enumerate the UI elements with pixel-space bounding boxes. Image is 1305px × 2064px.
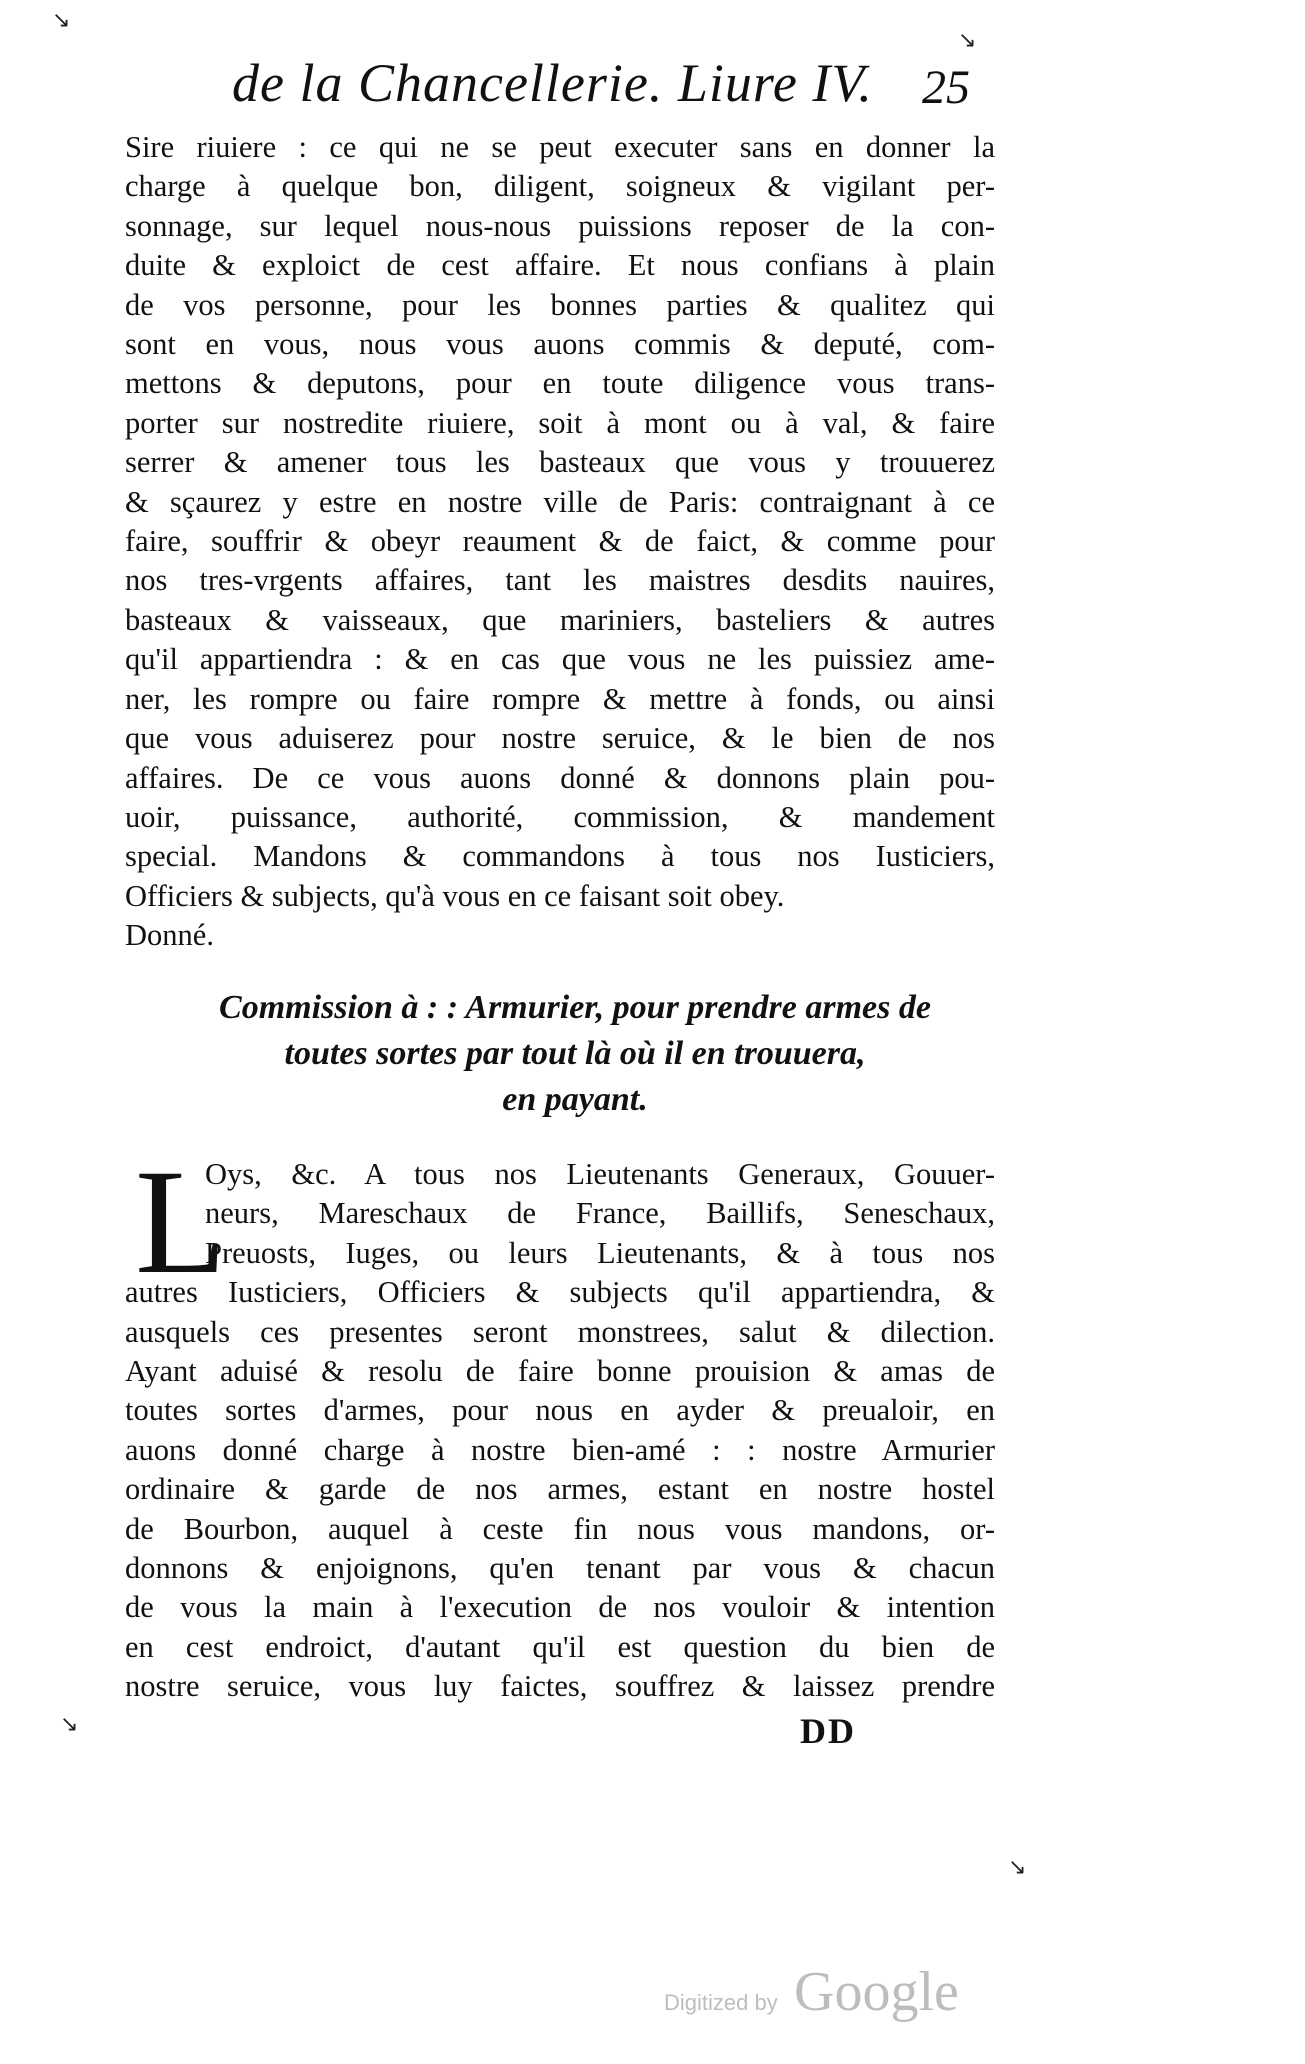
digitized-by-text: Digitized by	[664, 1990, 778, 2015]
text-line: basteaux & vaisseaux, que mariniers, basteliers & autres	[125, 602, 995, 637]
text-line: porter sur nostredite riuiere, soit à mont ou à val, & faire	[125, 405, 995, 440]
dropcap-letter: L	[135, 1139, 227, 1305]
text-line: Donné.	[125, 918, 214, 953]
text-line: ausquels ces presentes seront monstrees, salut & dilection.	[125, 1314, 995, 1349]
text-line: sont en vous, nous vous auons commis & deputé, com-	[125, 327, 995, 362]
text-line: affaires. De ce vous auons donné & donnons plain pou-	[125, 760, 995, 795]
text-line: Oys, &c. A tous nos Lieutenants Generaux, Gouuer-	[205, 1157, 995, 1191]
text-line: donnons & enjoignons, qu'en tenant par vous & chacun	[125, 1551, 995, 1586]
text-line: neurs, Mareschaux de France, Baillifs, Seneschaux,	[205, 1196, 995, 1231]
running-head	[232, 52, 1132, 122]
text-line: Officiers & subjects, qu'à vous en ce faisant soit obey.	[125, 878, 785, 913]
text-line: Ayant aduisé & resolu de faire bonne prouision & amas de	[125, 1354, 995, 1389]
corner-mark-top-right: ↘	[958, 28, 977, 53]
text-line: mettons & deputons, pour en toute diligence vous trans-	[125, 366, 995, 401]
corner-mark-top-left: ↘	[52, 8, 71, 33]
text-line: de vos personne, pour les bonnes parties & qualitez qui	[125, 287, 995, 322]
signature-mark: DD	[800, 1711, 856, 1751]
text-line: de Bourbon, auquel à ceste fin nous vous mandons, or-	[125, 1511, 995, 1546]
text-line: nos tres-vrgents affaires, tant les maistres desdits nauires,	[125, 563, 995, 598]
text-line: Sire riuiere : ce qui ne se peut executer sans en donner la	[125, 130, 995, 164]
running-title: de la Chancellerie. Liure IV.	[232, 53, 873, 113]
text-line: faire, souffrir & obeyr reaument & de faict, & comme pour	[125, 524, 995, 559]
text-line: en cest endroict, d'autant qu'il est question du bien de	[125, 1629, 995, 1664]
text-line: duite & exploict de cest affaire. Et nous confians à plain	[125, 248, 995, 283]
corner-mark-bottom-left: ↘	[60, 1712, 79, 1737]
text-line: de vous la main à l'execution de nos vouloir & intention	[125, 1590, 995, 1625]
text-line: ner, les rompre ou faire rompre & mettre à fonds, ou ainsi	[125, 681, 995, 716]
text-line: nostre seruice, vous luy faictes, souffrez & laissez prendre	[125, 1669, 995, 1704]
text-line: toutes sortes d'armes, pour nous en ayder & preualoir, en	[125, 1393, 995, 1428]
text-line: qu'il appartiendra : & en cas que vous ne les puissiez ame-	[125, 642, 995, 677]
corner-mark-bottom-right: ↘	[1008, 1855, 1027, 1880]
body-text	[125, 128, 995, 956]
section-title-line: en payant.	[502, 1081, 648, 1118]
text-line: que vous aduiserez pour nostre seruice, & le bien de nos	[125, 721, 995, 756]
text-line: autres Iusticiers, Officiers & subjects qu'il appartiendra, &	[125, 1275, 995, 1310]
section-title-line: Commission à : : Armurier, pour prendre armes de	[219, 989, 931, 1026]
text-line: & sçaurez y estre en nostre ville de Paris: contraignant à ce	[125, 484, 995, 519]
commission-text	[125, 1139, 995, 1707]
section-title-line: toutes sortes par tout là où il en trouuera,	[284, 1035, 866, 1072]
text-line: auons donné charge à nostre bien-amé : : nostre Armurier	[125, 1432, 995, 1467]
text-line: ordinaire & garde de nos armes, estant en nostre hostel	[125, 1472, 995, 1507]
google-logo: Google	[794, 1961, 959, 2023]
page-number: 25	[922, 61, 970, 114]
text-line: sonnage, sur lequel nous-nous puissions reposer de la con-	[125, 208, 995, 243]
text-line: Preuosts, Iuges, ou leurs Lieutenants, & à tous nos	[205, 1235, 995, 1270]
section-title	[160, 985, 990, 1123]
text-line: serrer & amener tous les basteaux que vous y trouuerez	[125, 445, 995, 480]
text-line: uoir, puissance, authorité, commission, & mandement	[125, 799, 995, 834]
digitized-watermark	[664, 1960, 984, 2023]
text-line: charge à quelque bon, diligent, soigneux & vigilant per-	[125, 169, 995, 204]
text-line: special. Mandons & commandons à tous nos Iusticiers,	[125, 839, 995, 874]
